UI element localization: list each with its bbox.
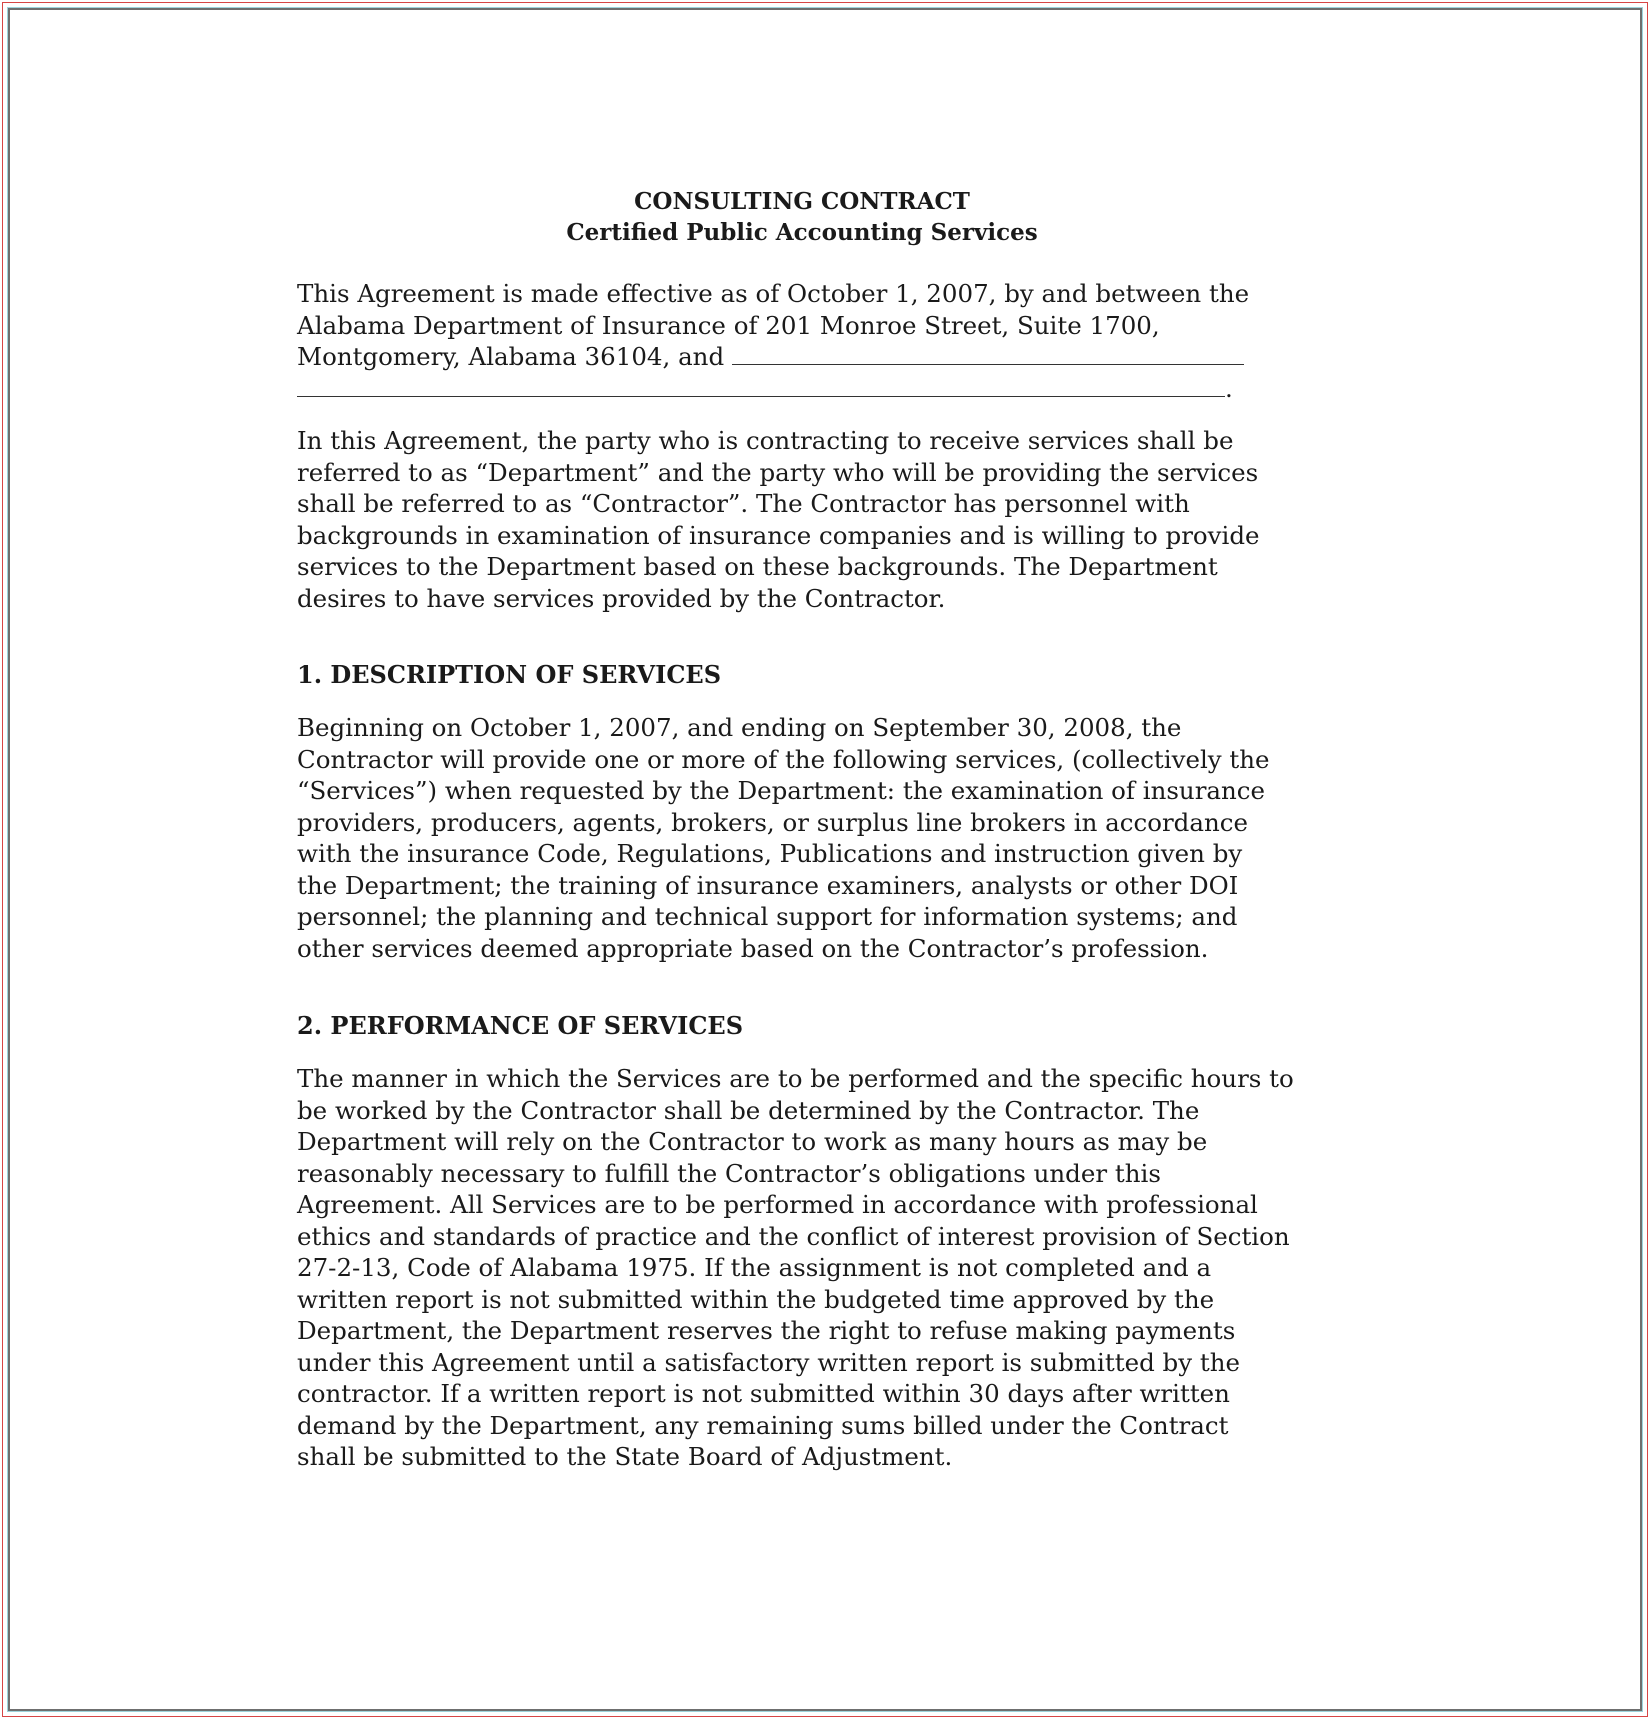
section-2-heading: 2. PERFORMANCE OF SERVICES: [297, 1011, 744, 1040]
intro-line-2: Alabama Department of Insurance of 201 Monroe Street, Suite 1700,: [297, 310, 1160, 340]
intro-line-4: [297, 373, 1347, 405]
document-title: CONSULTING CONTRACT: [634, 188, 970, 215]
section-1-paragraph: Beginning on October 1, 2007, and ending on September 30, 2008, the Contractor will provide one or more of the following services, (collectively the “Services”) when requested by the Department: the examination of insurance providers, producers, agents, brokers, or surplus line brokers in accordance with the insurance Code, Regulations, Publications and instruction given by the Department; the training of insurance examiners, analysts or other DOI personnel; the planning and technical support for information systems; and other services deemed appropriate based on the Contractor’s profession.: [297, 713, 1270, 963]
document-page: [297, 186, 1347, 1473]
intro-line-3-text: Montgomery, Alabama 36104, and: [297, 342, 725, 371]
contractor-name-blank: [732, 346, 1244, 365]
intro-line-3: [297, 341, 1347, 373]
intro-end: .: [1225, 373, 1233, 403]
intro-line-1: This Agreement is made effective as of October 1, 2007, by and between the: [297, 279, 1250, 308]
section-1-heading: 1. DESCRIPTION OF SERVICES: [297, 660, 722, 689]
section-2-paragraph: The manner in which the Services are to be performed and the specific hours to be worked by the Contractor shall be determined by the Contractor. The Department will rely on the Contractor to work as many hours as may be reasonably necessary to fulfill the Contractor’s obligations under this Agreement. All Services are to be performed in accordance with professional ethics and standards of practice and the conflict of interest provision of Section 27-2-13, Code of Alabama 1975. If the assignment is not completed and a written report is not submitted within the budgeted time approved by the Department, the Department reserves the right to refuse making payments under this Agreement until a satisfactory written report is submitted by the contractor. If a written report is not submitted within 30 days after written demand by the Department, any remaining sums billed under the Contract shall be submitted to the State Board of Adjustment.: [297, 1064, 1294, 1471]
contractor-address-blank: [297, 378, 1225, 397]
definitions-paragraph: In this Agreement, the party who is contracting to receive services shall be referred to as “Department” and the party who will be providing the services shall be referred to as “Contractor”. The Contractor has personnel with backgrounds in examination of insurance companies and is willing to provide services to the Department based on these backgrounds. The Department desires to have services provided by the Contractor.: [297, 426, 1260, 613]
intro-paragraph: [297, 278, 1347, 404]
document-subtitle: Certified Public Accounting Services: [566, 219, 1038, 246]
